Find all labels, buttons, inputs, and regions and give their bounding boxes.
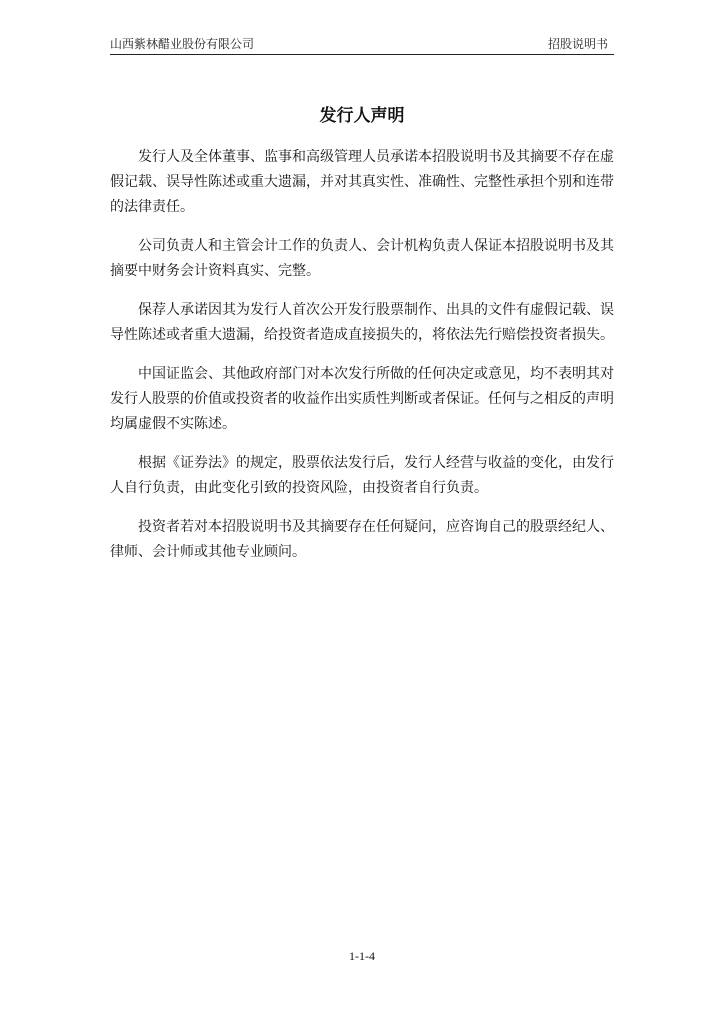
header-company-name: 山西紫林醋业股份有限公司 — [110, 37, 255, 51]
paragraph-4: 中国证监会、其他政府部门对本次发行所做的任何决定或意见，均不表明其对发行人股票的价值或投资者的收益作出实质性判断或者保证。任何与之相反的声明均属虚假不实陈述。 — [110, 366, 614, 432]
paragraph-1: 发行人及全体董事、监事和高级管理人员承诺本招股说明书及其摘要不存在虚假记载、误导性陈述或重大遗漏，并对其真实性、准确性、完整性承担个别和连带的法律责任。 — [110, 149, 614, 215]
paragraph-6: 投资者若对本招股说明书及其摘要存在任何疑问，应咨询自己的股票经纪人、律师、会计师或其他专业顾问。 — [110, 519, 614, 560]
paragraph-2: 公司负责人和主管会计工作的负责人、会计机构负责人保证本招股说明书及其摘要中财务会计资料真实、完整。 — [110, 238, 614, 279]
declaration-body — [110, 145, 614, 579]
page-header — [110, 36, 614, 55]
header-document-title: 招股说明书 — [547, 37, 608, 51]
page-number: 1-1-4 — [349, 949, 375, 963]
paragraph-3: 保荐人承诺因其为发行人首次公开发行股票制作、出具的文件有虚假记载、误导性陈述或者重大遗漏，给投资者造成直接损失的，将依法先行赔偿投资者损失。 — [110, 302, 614, 343]
page-title: 发行人声明 — [319, 106, 405, 126]
paragraph-5: 根据《证券法》的规定，股票依法发行后，发行人经营与收益的变化，由发行人自行负责，由此变化引致的投资风险，由投资者自行负责。 — [110, 455, 614, 496]
